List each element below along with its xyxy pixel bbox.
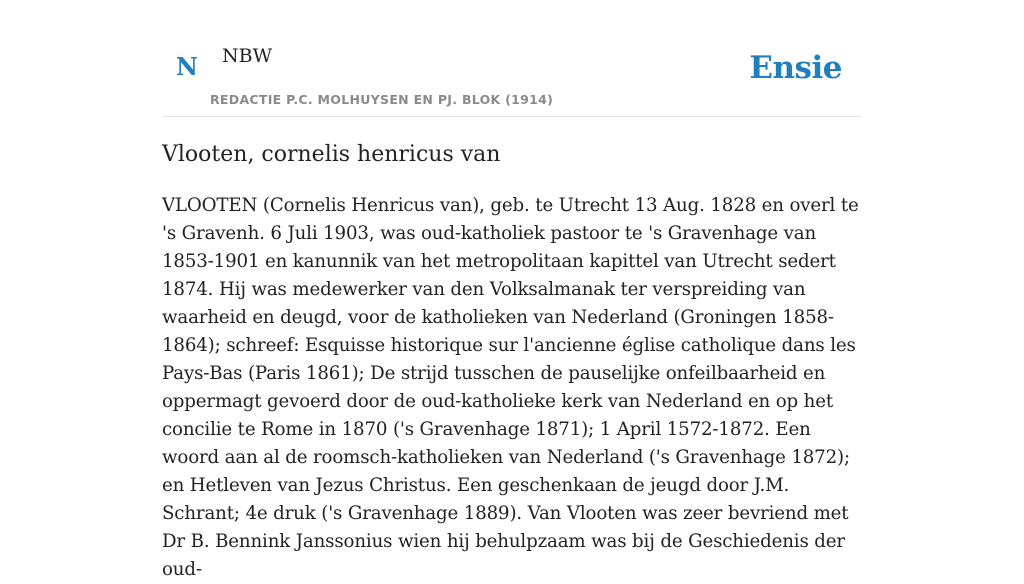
source-name[interactable]: NBW: [222, 45, 273, 67]
source-subtitle: REDACTIE P.C. MOLHUYSEN EN PJ. BLOK (1914): [210, 92, 554, 107]
brand-logo[interactable]: Ensie: [749, 50, 842, 86]
page-header: [162, 0, 862, 117]
source-logo-icon[interactable]: N: [176, 52, 198, 81]
article-body: VLOOTEN (Cornelis Henricus van), geb. te Utrecht 13 Aug. 1828 en overl te 's Gravenh. 6 Juli 1903, was oud-katholiek pastoor te 's Gravenhage van 1853-1901 en kanunnik van het metropolitaan kapittel van Utrecht sedert 1874. Hij was medewerker van den Volksalmanak ter verspreiding van waarheid en deugd, voor de katholieken van Nederland (Groningen 1858-1864); schreef: Esquisse historique sur l'ancienne église catholique dans les Pays-Bas (Paris 1861); De strijd tusschen de pauselijke onfeilbaarheid en oppermagt gevoerd door de oud-katholieke kerk van Nederland en op het concilie te Rome in 1870 ('s Gravenhage 1871); 1 April 1572-1872. Een woord aan al de roomsch-katholieken van Nederland ('s Gravenhage 1872); en Hetleven van Jezus Christus. Een geschenkaan de jeugd door J.M. Schrant; 4e druk ('s Gravenhage 1889). Van Vlooten was zeer bevriend met Dr B. Bennink Janssonius wien hij behulpzaam was bij de Geschiedenis der oud-: [162, 195, 859, 580]
article-title: Vlooten, cornelis henricus van: [162, 142, 501, 167]
